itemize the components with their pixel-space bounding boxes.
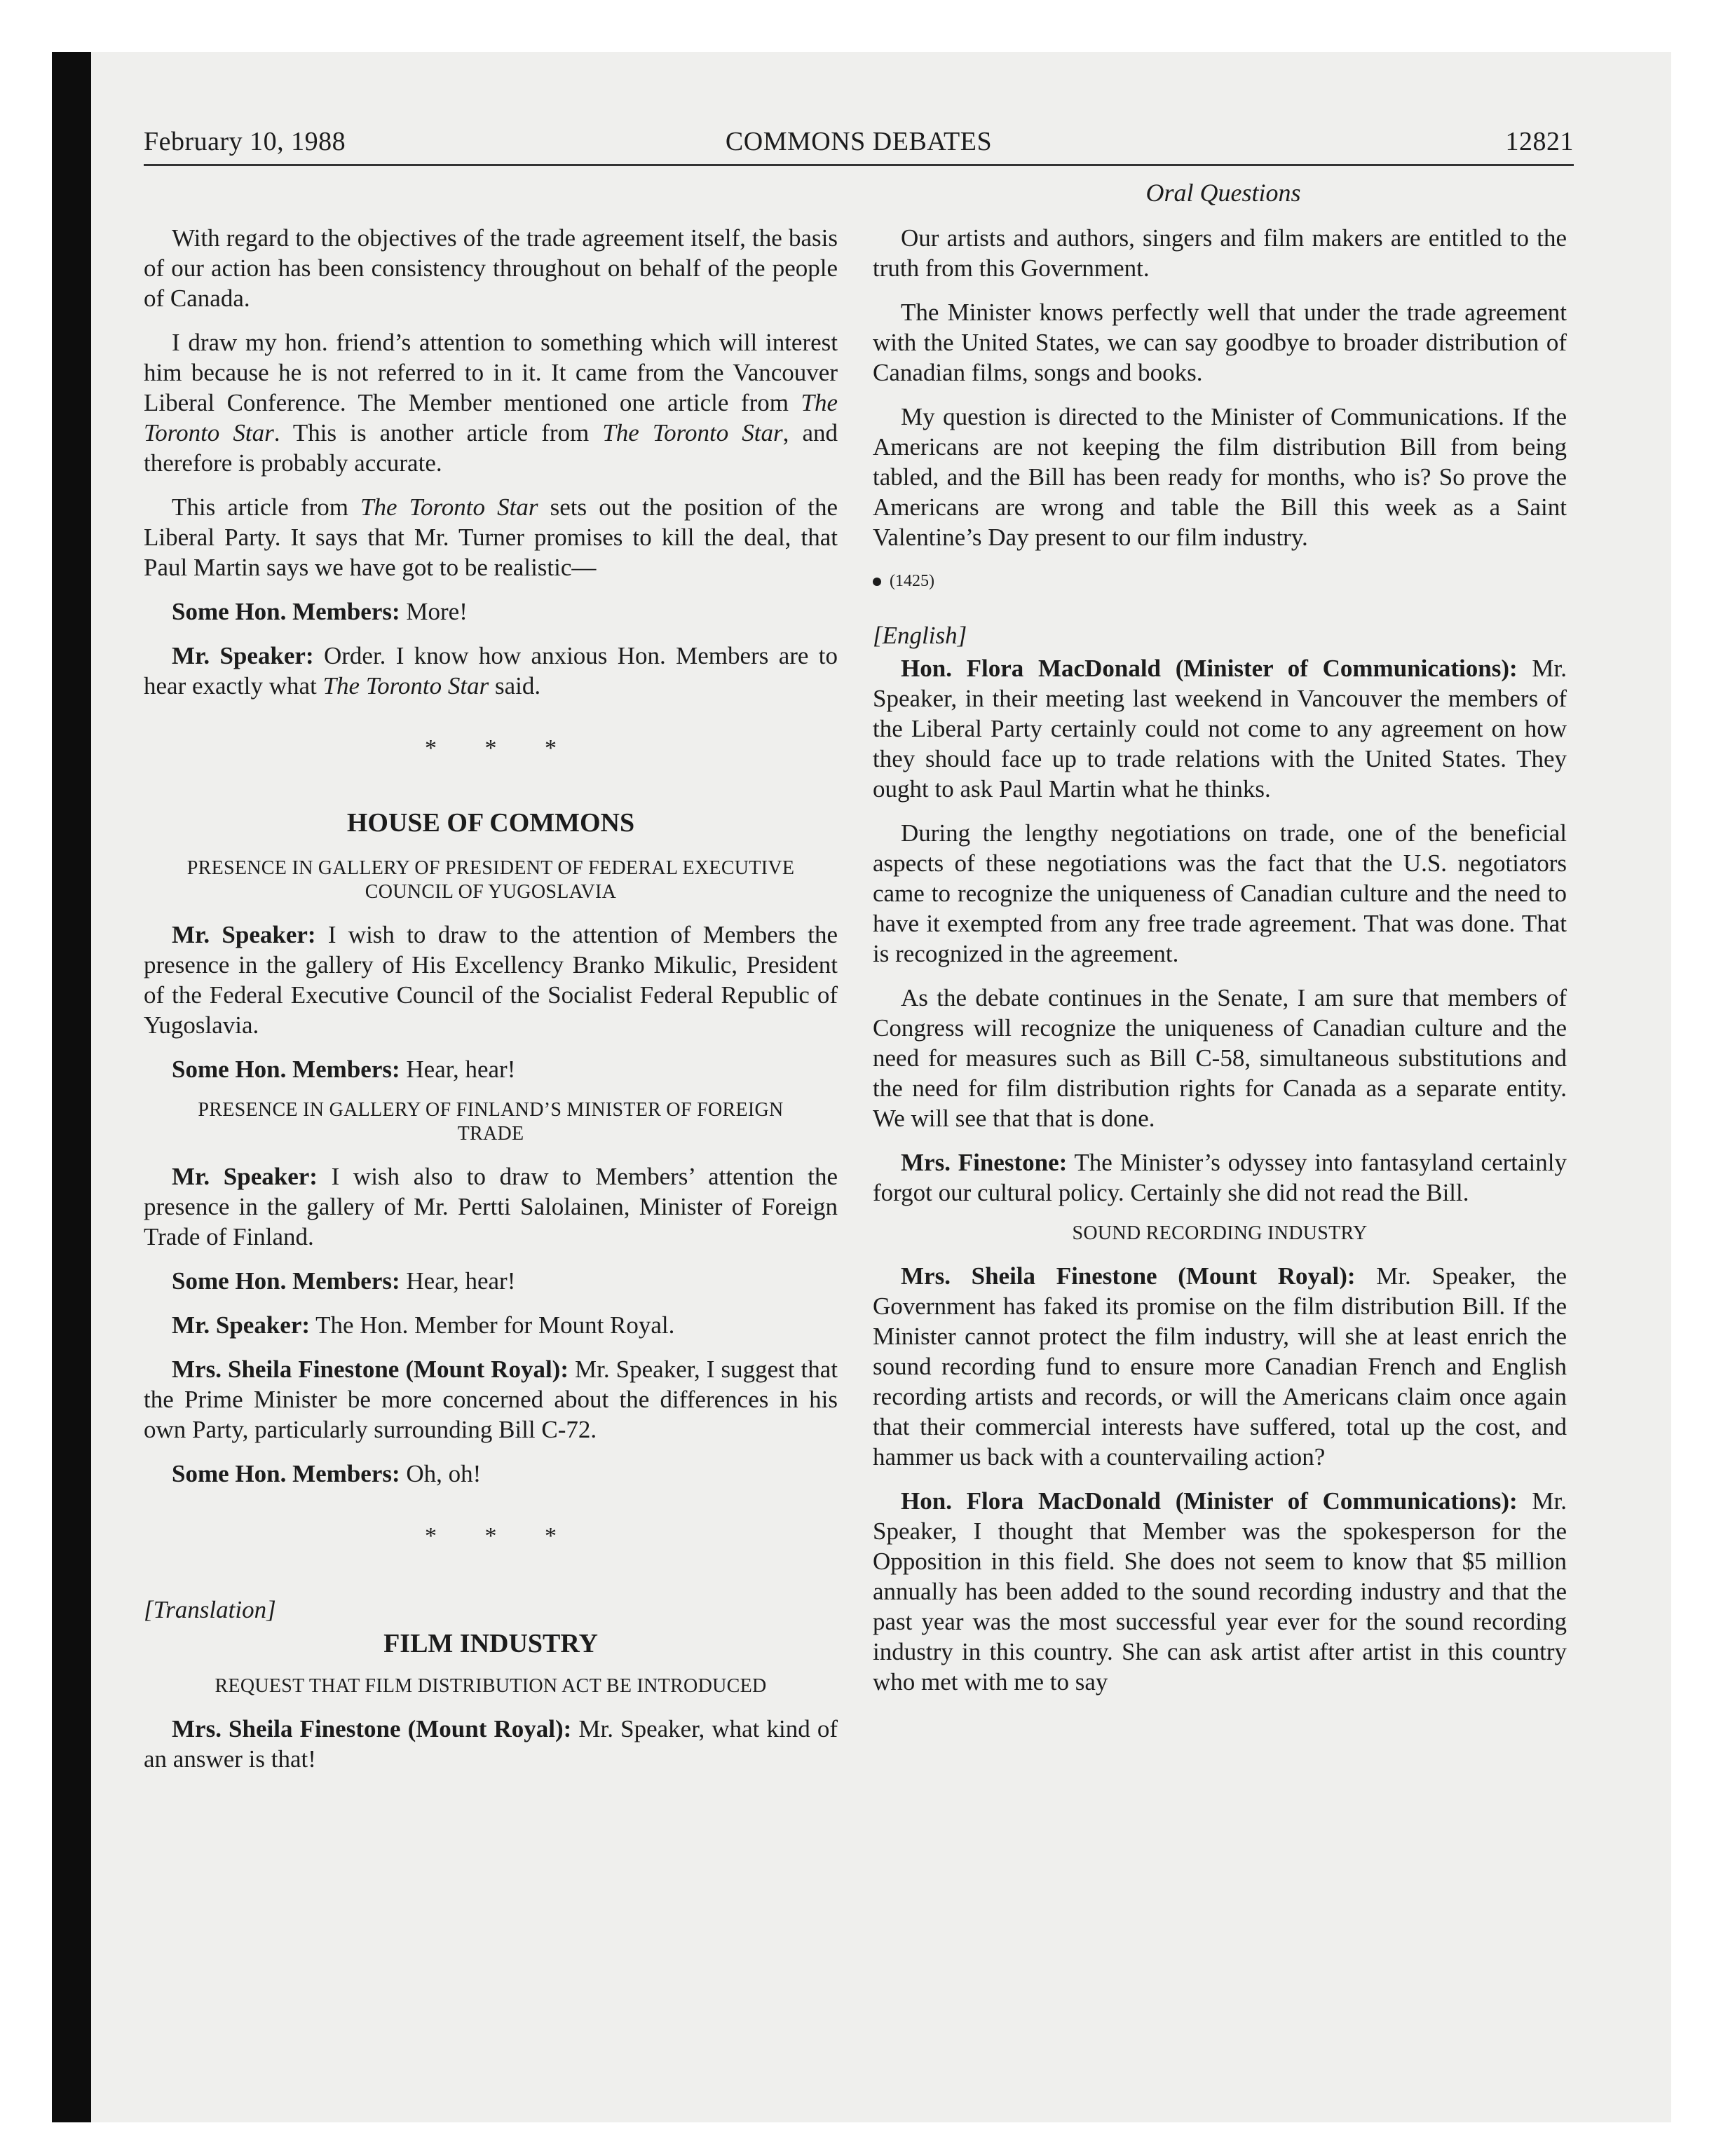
speech-text: Mr. Speaker, in their meeting last weekend in Vancouver the members of the Liberal Party certainly could not come to any agreement on how they should face up to trade relations with the United States. They ought to ask Paul Martin what he thinks.	[873, 655, 1567, 803]
speaker-name: Some Hon. Members:	[172, 598, 400, 625]
newspaper-title: The Toronto Star	[602, 419, 783, 446]
speech	[144, 1310, 838, 1340]
speech-text: said.	[489, 672, 541, 700]
speech	[144, 1354, 838, 1445]
speech-text: Mr. Speaker, I suggest that the Prime Minister be more concerned about the differences in his own Party, particularly surrounding Bill C-72.	[144, 1356, 838, 1443]
speech-text: More!	[400, 598, 468, 625]
newspaper-title: The Toronto Star	[322, 672, 489, 700]
newspaper-title: The Toronto Star	[360, 493, 538, 521]
speech	[873, 1147, 1567, 1208]
speech	[144, 596, 838, 627]
speech	[144, 641, 838, 701]
subheading: REQUEST THAT FILM DISTRIBUTION ACT BE INTRODUCED	[215, 1675, 767, 1697]
speech-text: Mr. Speaker, I thought that Member was the spokesperson for the Opposition in this field. She does not seem to know that $5 million annually has been added to the sound recording industry and that the past year was the most successful year ever for the sound recording industry in this country. She can ask artist after artist in this country who met with me to say	[873, 1487, 1567, 1696]
section-heading: FILM INDUSTRY	[383, 1629, 598, 1658]
text-run: , and therefore is probably accurate.	[144, 419, 838, 477]
paragraph: As the debate continues in the Senate, I am sure that members of Congress will recognize the uniqueness of Canadian culture and the need for measures such as Bill C-58, simultaneous substitutions and the need for film distribution rights for Canada as a separate entity. We will see that that is done.	[873, 984, 1567, 1132]
header-date: February 10, 1988	[144, 127, 346, 156]
speaker-name: Some Hon. Members:	[172, 1056, 400, 1083]
language-note: [English]	[873, 622, 967, 649]
speaker-name: Some Hon. Members:	[172, 1267, 400, 1295]
language-note: [Translation]	[144, 1596, 276, 1623]
paragraph	[144, 327, 838, 478]
subheading: PRESENCE IN GALLERY OF PRESIDENT OF FEDERAL EXECUTIVE COUNCIL OF YUGOSLAVIA	[186, 857, 795, 903]
paragraph: With regard to the objectives of the trade agreement itself, the basis of our action has been consistency throughout on behalf of the people of Canada.	[144, 224, 838, 312]
left-column	[144, 223, 838, 1788]
speaker-name: Mr. Speaker:	[172, 642, 314, 669]
header-page-number: 12821	[1505, 127, 1574, 156]
text-run: . This is another article from	[273, 419, 603, 446]
speech-text: Mr. Speaker, what kind of an answer is that!	[144, 1715, 838, 1773]
speaker-name: Mrs. Sheila Finestone (Mount Royal):	[901, 1262, 1356, 1290]
speech	[873, 653, 1567, 804]
speech	[144, 920, 838, 1040]
speech-text: Order. I know how anxious Hon. Members are to hear exactly what	[144, 642, 838, 700]
section-separator: * * *	[425, 1523, 578, 1549]
speech-text: The Hon. Member for Mount Royal.	[310, 1311, 675, 1339]
speaker-name: Mr. Speaker:	[172, 921, 316, 948]
newspaper-title: The Toronto Star	[144, 389, 838, 446]
text-run: I draw my hon. friend’s attention to something which will interest him because he is not referred to in it. It came from the Vancouver Liberal Conference. The Member mentioned one article from	[144, 329, 838, 416]
speech	[144, 1266, 838, 1296]
bullet-icon	[873, 578, 881, 586]
speech	[873, 1261, 1567, 1472]
speech	[144, 1459, 838, 1489]
speaker-name: Some Hon. Members:	[172, 1460, 400, 1487]
time-marker-text: (1425)	[890, 572, 934, 590]
speaker-name: Hon. Flora MacDonald (Minister of Communications):	[901, 1487, 1518, 1515]
text-run: sets out the position of the Liberal Party. It says that Mr. Turner promises to kill the deal, that Paul Martin says we have got to be realistic—	[144, 493, 838, 581]
speech	[144, 1054, 838, 1084]
speaker-name: Mr. Speaker:	[172, 1311, 311, 1339]
paragraph: During the lengthy negotiations on trade, one of the beneficial aspects of these negotiations was the fact that the U.S. negotiators came to recognize the uniqueness of Canadian culture and the need to have it exempted from any free trade agreement. That was done. That is recognized in the agreement.	[873, 819, 1567, 967]
speaker-name: Mrs. Sheila Finestone (Mount Royal):	[172, 1715, 572, 1742]
right-column	[873, 223, 1567, 1711]
time-marker	[873, 566, 1567, 596]
paragraph: The Minister knows perfectly well that under the trade agreement with the United States, we can say goodbye to broader distribution of Canadian films, songs and books.	[873, 299, 1567, 386]
speech-text: Hear, hear!	[400, 1056, 516, 1083]
speech-text: Oh, oh!	[400, 1460, 482, 1487]
running-head: Oral Questions	[1145, 179, 1301, 207]
paragraph: Our artists and authors, singers and film makers are entitled to the truth from this Government.	[873, 224, 1567, 282]
scan-border	[52, 52, 91, 2122]
subheading: SOUND RECORDING INDUSTRY	[1072, 1222, 1368, 1244]
speech-text: The Minister’s odyssey into fantasyland certainly forgot our cultural policy. Certainly she did not read the Bill.	[873, 1149, 1567, 1206]
speech-text: Mr. Speaker, the Government has faked its promise on the film distribution Bill. If the Minister cannot protect the film industry, will she at least enrich the sound recording fund to ensure more Canadian French and English recording artists and records, or will the Americans claim once again that their commercial interests have suffered, total up the cost, and hammer us back with a countervailing action?	[873, 1262, 1567, 1471]
speech-text: Hear, hear!	[400, 1267, 516, 1295]
speech	[144, 1161, 838, 1252]
speech-text: I wish to draw to the attention of Members the presence in the gallery of His Excellency Branko Mikulic, President of the Federal Executive Council of the Socialist Federal Republic of Yugoslavia.	[144, 921, 838, 1039]
speaker-name: Mr. Speaker:	[172, 1163, 318, 1190]
paragraph: My question is directed to the Minister of Communications. If the Americans are not keeping the film distribution Bill from being tabled, and the Bill has been ready for months, who is? So prove the Americans are wrong and table the Bill this week as a Saint Valentine’s Day present to our film industry.	[873, 403, 1567, 551]
subheading: PRESENCE IN GALLERY OF FINLAND’S MINISTER OF FOREIGN TRADE	[198, 1099, 784, 1145]
page-header	[144, 123, 1574, 166]
speaker-name: Mrs. Finestone:	[901, 1149, 1068, 1176]
speech	[144, 1714, 838, 1774]
header-title: COMMONS DEBATES	[725, 127, 993, 156]
speech-text: I wish also to draw to Members’ attention the presence in the gallery of Mr. Pertti Salolainen, Minister of Foreign Trade of Finland.	[144, 1163, 838, 1250]
paragraph	[144, 492, 838, 582]
speaker-name: Mrs. Sheila Finestone (Mount Royal):	[172, 1356, 569, 1383]
speaker-name: Hon. Flora MacDonald (Minister of Communications):	[901, 655, 1518, 682]
section-heading: HOUSE OF COMMONS	[346, 808, 635, 838]
section-separator: * * *	[425, 735, 578, 761]
text-run: This article from	[172, 493, 361, 521]
speech	[873, 1486, 1567, 1697]
